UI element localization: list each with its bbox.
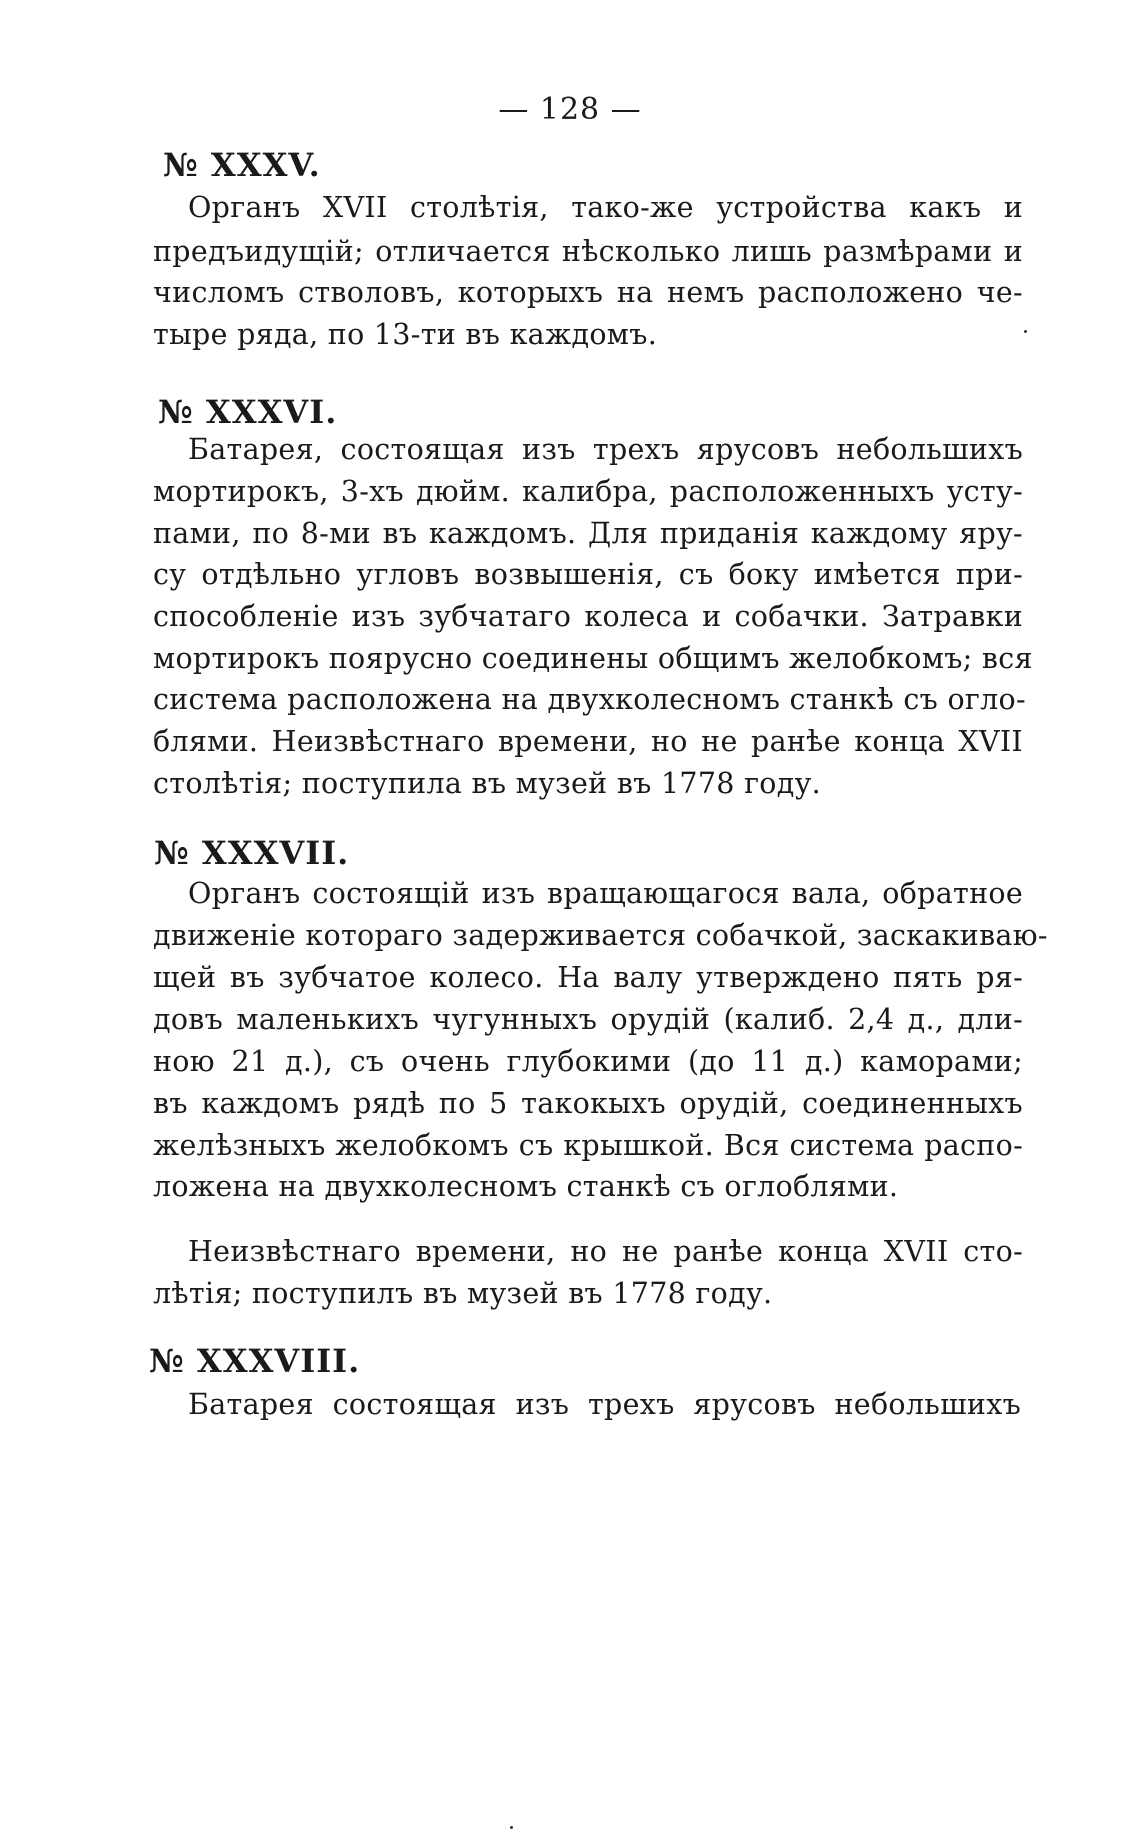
section-xxxvi-line: пами, по 8-ми въ каждомъ. Для приданія каждому яру-: [153, 517, 1023, 550]
section-xxxvii-line: желѣзныхъ желобкомъ съ крышкой. Вся система распо-: [153, 1129, 1023, 1162]
section-xxxvi-line: способленіе изъ зубчатаго колеса и собачки. Затравки: [153, 600, 1023, 633]
section-xxxv-line: Органъ XVII столѣтія, тако-же устройства какъ и: [188, 191, 1023, 224]
section-heading-xxxviii: № XXXVIII.: [149, 1342, 361, 1380]
section-xxxviii-line: Батарея состоящая изъ трехъ ярусовъ небольшихъ: [188, 1388, 1021, 1421]
section-xxxv-line: предъидущій; отличается нѣсколько лишь размѣрами и: [153, 235, 1023, 268]
section-xxxvii-paragraph2-line: лѣтія; поступилъ въ музей въ 1778 году.: [153, 1277, 773, 1310]
section-heading-xxxvii: № XXXVII.: [154, 834, 350, 872]
section-xxxvi-line: Батарея, состоящая изъ трехъ ярусовъ небольшихъ: [188, 433, 1023, 466]
section-xxxvii-line: ною 21 д.), съ очень глубокими (до 11 д.) каморами;: [153, 1045, 1023, 1078]
section-xxxv-line: тыре ряда, по 13-ти въ каждомъ.: [153, 318, 658, 351]
section-xxxvii-line: движеніе котораго задерживается собачкой, заскакиваю-: [153, 919, 1048, 952]
section-heading-xxxvi: № XXXVI.: [158, 393, 338, 431]
section-xxxvi-line: блями. Неизвѣстнаго времени, но не ранѣе конца XVII: [153, 725, 1023, 758]
section-xxxvi-line: система расположена на двухколесномъ станкѣ съ огло-: [153, 683, 1026, 716]
section-xxxvi-line: су отдѣльно угловъ возвышенія, съ боку имѣется при-: [153, 558, 1023, 591]
scan-speck: [1024, 330, 1027, 333]
section-xxxvii-line: ложена на двухколесномъ станкѣ съ оглоблями.: [153, 1170, 899, 1203]
section-heading-xxxv: № XXXV.: [163, 146, 321, 184]
section-xxxvi-line: мортирокъ, 3-хъ дюйм. калибра, расположенныхъ усту-: [153, 475, 1023, 508]
section-xxxvii-paragraph2-line: Неизвѣстнаго времени, но не ранѣе конца XVII сто-: [188, 1235, 1023, 1268]
section-xxxvii-line: Органъ состоящій изъ вращающагося вала, обратное: [188, 877, 1023, 910]
section-xxxvii-line: щей въ зубчатое колесо. На валу утверждено пять ря-: [153, 961, 1023, 994]
section-xxxvii-line: въ каждомъ рядѣ по 5 такокыхъ орудій, соединенныхъ: [153, 1087, 1023, 1120]
section-xxxv-line: числомъ стволовъ, которыхъ на немъ расположено че-: [153, 276, 1023, 309]
section-xxxvii-line: довъ маленькихъ чугунныхъ орудій (калиб. 2,4 д., дли-: [153, 1003, 1023, 1036]
scan-speck: [510, 1826, 513, 1829]
section-xxxvi-line: мортирокъ поярусно соединены общимъ желобкомъ; вся: [153, 642, 1033, 675]
section-xxxvi-line: столѣтія; поступила въ музей въ 1778 году.: [153, 767, 822, 800]
page-number: — 128 —: [498, 92, 642, 127]
